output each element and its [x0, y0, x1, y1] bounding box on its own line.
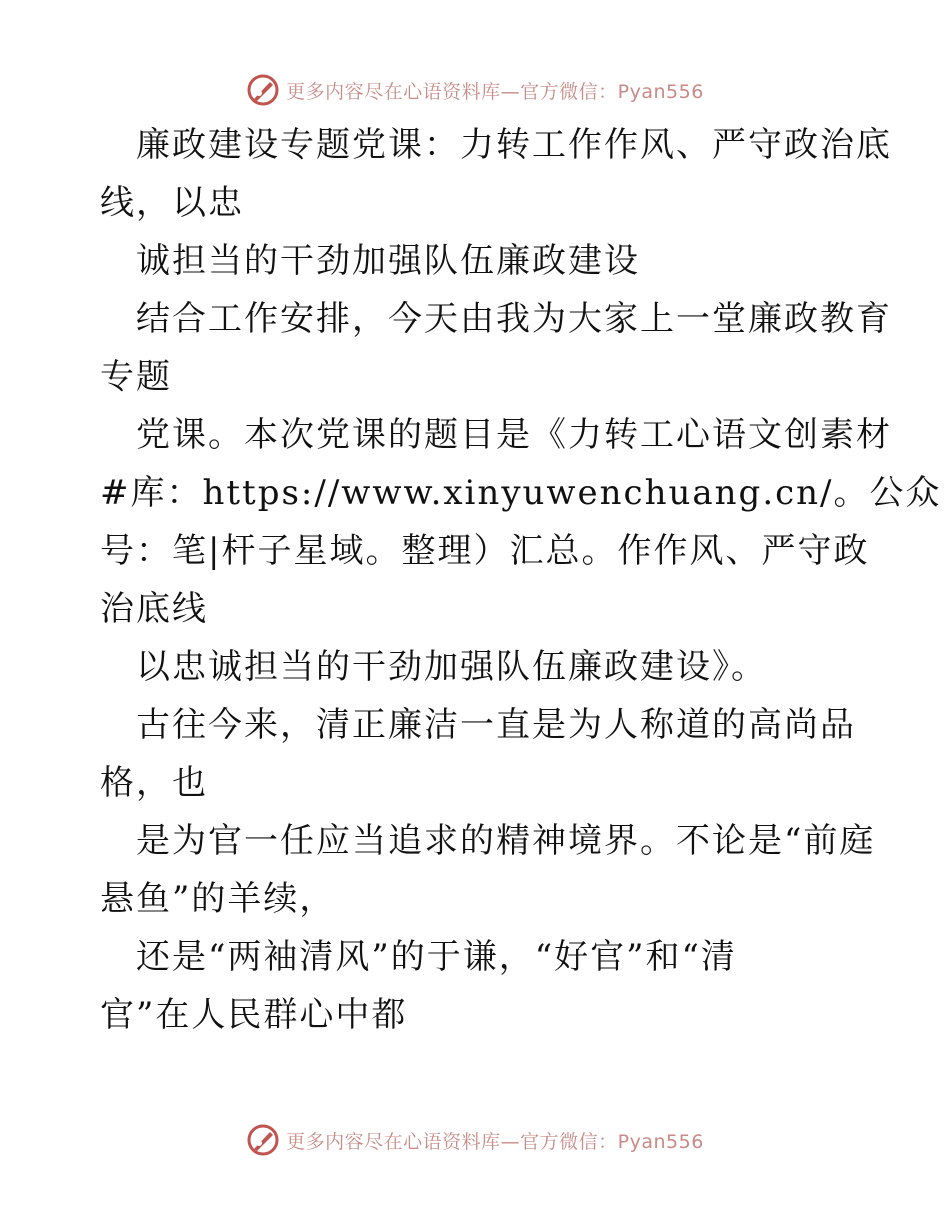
paragraph-line: 结合工作安排，今天由我为大家上一堂廉政教育 [136, 299, 892, 339]
paragraph-line: 悬鱼”的羊续， [100, 879, 336, 919]
footer-watermark [0, 1118, 950, 1162]
header-watermark [0, 68, 950, 112]
paragraph-line: 是为官一任应当追求的精神境界。不论是“前庭 [136, 821, 876, 861]
paragraph-8 [100, 928, 860, 1044]
paragraph-4 [100, 406, 942, 638]
paragraph-line: 廉政建设专题党课：力转工作作风、严守政治底 [136, 125, 892, 165]
pen-seal-icon [246, 73, 280, 107]
paragraph-line: 治底线 [100, 589, 208, 629]
paragraph-line: 官”在人民群心中都 [100, 995, 408, 1035]
paragraph-5 [100, 638, 860, 696]
paragraph-line: 专题 [100, 357, 172, 397]
paragraph-7 [100, 812, 876, 928]
paragraph-2 [100, 232, 860, 290]
paragraph-line: 诚担当的干劲加强队伍廉政建设 [136, 241, 640, 281]
paragraph-line: 号：笔|杆子星域。整理）汇总。作作风、严守政 [100, 531, 870, 571]
document-body [100, 116, 942, 1044]
paragraph-line: 格，也 [100, 763, 208, 803]
paragraph-line: #库：https://www.xinyuwenchuang.cn/。公众 [100, 473, 942, 513]
paragraph-3 [100, 290, 892, 406]
watermark-text: 更多内容尽在心语资料库—官方微信：Pyan556 [286, 1130, 704, 1153]
paragraph-1 [100, 116, 892, 232]
watermark-text: 更多内容尽在心语资料库—官方微信：Pyan556 [286, 80, 704, 103]
paragraph-line: 党课。本次党课的题目是《力转工心语文创素材 [136, 415, 892, 455]
paragraph-line: 还是“两袖清风”的于谦，“好官”和“清 [136, 937, 737, 977]
pen-seal-icon [246, 1123, 280, 1157]
paragraph-line: 线，以忠 [100, 183, 244, 223]
paragraph-line: 以忠诚担当的干劲加强队伍廉政建设》。 [136, 647, 767, 687]
paragraph-6 [100, 696, 860, 812]
paragraph-line: 古往今来，清正廉洁一直是为人称道的高尚品 [136, 705, 856, 745]
